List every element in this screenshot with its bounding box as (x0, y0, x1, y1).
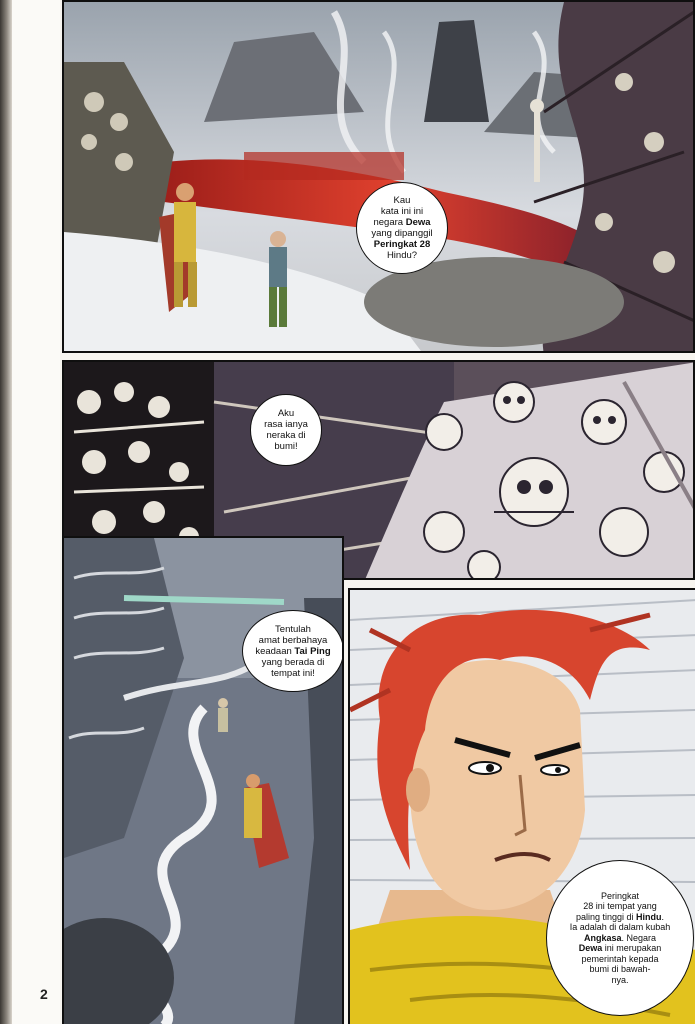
speech-line: Peringkat (600, 890, 639, 901)
speech-line: keadaan Tai Ping (255, 645, 331, 657)
speech-line: 28 ini tempat yang (583, 901, 657, 912)
companion-figure (269, 247, 287, 287)
speech-line: Peringkat 28 (373, 239, 431, 250)
speech-line: pemerintah kepada (581, 953, 659, 964)
speech-line: rasa ianya (264, 419, 308, 430)
speech-line: nya. (611, 974, 629, 985)
page-number: 2 (40, 986, 48, 1002)
speech-bubble-1 (356, 182, 448, 274)
speech-line: yang dipanggil (371, 228, 433, 239)
landscape-illustration (64, 2, 695, 353)
speech-line: negara Dewa (373, 217, 431, 228)
speech-line: Dewa ini merupakan (578, 943, 662, 954)
hero-small-armor (244, 788, 262, 838)
speech-line: Hindu? (386, 250, 418, 261)
speech-line: Ia adalah di dalam kubah (569, 922, 671, 933)
speech-line: Tentulah (275, 623, 311, 635)
speech-bubble-2 (250, 394, 322, 466)
speech-line: neraka di (266, 430, 306, 441)
speech-line: bumi di bawah- (589, 964, 651, 975)
hero-face (410, 660, 585, 910)
speech-line: bumi! (274, 441, 298, 452)
speech-line: Kau (393, 195, 411, 206)
panel-hero-closeup (348, 588, 695, 1024)
page-margin (12, 0, 60, 1024)
speech-line: Aku (277, 408, 295, 419)
speech-bubble-3 (242, 610, 344, 692)
speech-bubble-4 (546, 860, 694, 1016)
panel-landscape (62, 0, 695, 353)
speech-line: paling tinggi di Hindu. (575, 911, 665, 922)
speech-line: amat berbahaya (258, 634, 328, 646)
speech-line: kata ini ini (380, 206, 424, 217)
panel-bone-valley (62, 536, 344, 1024)
book-binding (0, 0, 12, 1024)
hero-gold-armor (174, 202, 196, 262)
speech-line: yang berada di (261, 656, 325, 668)
companion-small (218, 708, 228, 732)
speech-line: tempat ini! (271, 667, 315, 679)
speech-line: Angkasa. Negara (583, 932, 657, 943)
